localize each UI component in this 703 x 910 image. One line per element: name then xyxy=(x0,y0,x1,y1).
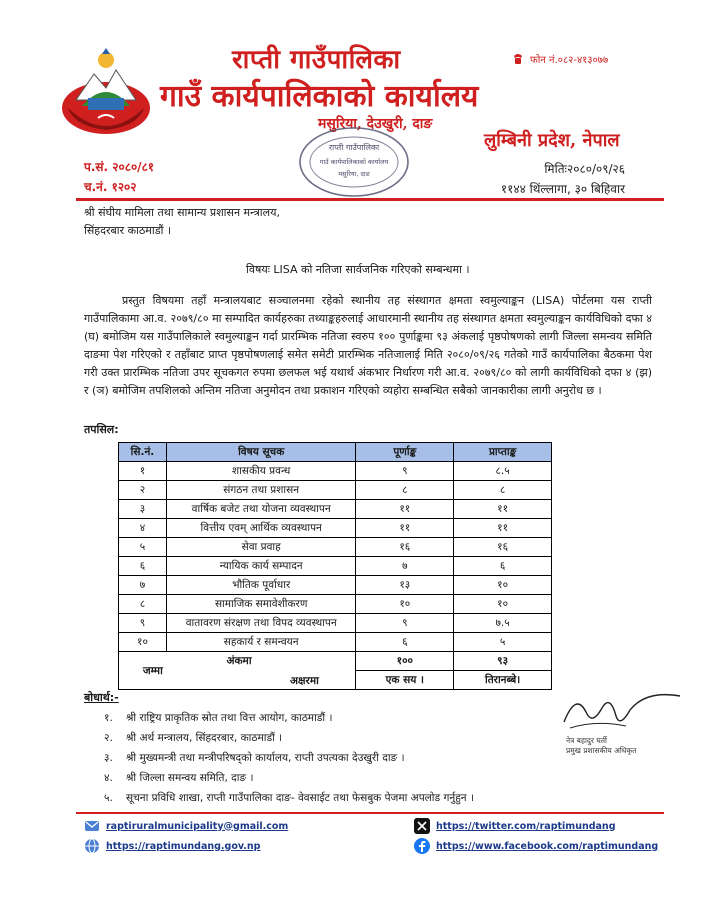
addressee-line-2: सिंहदरबार काठमाडौं । xyxy=(84,224,172,237)
total-words-label: अक्षरमा xyxy=(290,675,319,687)
cell-full-marks: ७ xyxy=(356,557,454,576)
cell-obtained-marks: ५ xyxy=(454,633,552,652)
table-row xyxy=(119,481,552,500)
cc-item-number: १. xyxy=(104,712,113,724)
footer-email-text: raptiruralmunicipality@gmail.com xyxy=(106,820,289,832)
cell-obtained-marks: ८.५ xyxy=(454,462,552,481)
header-full-marks: पूर्णाङ्क xyxy=(356,443,454,462)
table-row xyxy=(119,557,552,576)
table-row xyxy=(119,500,552,519)
cell-full-marks: ६ xyxy=(356,633,454,652)
cell-serial: ८ xyxy=(119,595,167,614)
total-obtained-marks: ९३ xyxy=(454,652,552,671)
total-obtained-words: तिरानब्बे। xyxy=(454,671,552,690)
cc-item-text: श्री मुख्यमन्त्री तथा मन्त्रीपरिषद्को कार्यालय, राप्ती उपत्यका देउखुरी दाङ । xyxy=(126,752,405,764)
cell-serial: ९ xyxy=(119,614,167,633)
svg-text:मसुरिया, दाङ: मसुरिया, दाङ xyxy=(338,170,370,178)
office-address: मसुरिया, देउखुरी, दाङ xyxy=(318,116,433,132)
email-icon xyxy=(84,818,100,834)
cc-list xyxy=(104,708,474,808)
cell-full-marks: ११ xyxy=(356,519,454,538)
globe-icon xyxy=(84,838,100,854)
cell-full-marks: १० xyxy=(356,595,454,614)
cc-item-number: ५. xyxy=(104,792,113,804)
province-name: लुम्बिनी प्रदेश, नेपाल xyxy=(484,130,620,151)
date-nepal-sambat: ११४४ थिंल्लागा, ३० बिहिवार xyxy=(500,182,625,196)
cell-full-marks: ८ xyxy=(356,481,454,500)
cell-serial: १० xyxy=(119,633,167,652)
cc-item-text: सूचना प्रविधि शाखा, राप्ती गाउँपालिका दाङ- वेवसाईट तथा फेसबुक पेजमा अपलोड गर्नुहुन । xyxy=(126,792,474,804)
cell-serial: ३ xyxy=(119,500,167,519)
header-divider xyxy=(76,198,664,201)
table-header-row xyxy=(119,443,552,462)
cell-obtained-marks: १० xyxy=(454,576,552,595)
cc-item xyxy=(104,748,474,768)
cell-obtained-marks: १० xyxy=(454,595,552,614)
cc-item-number: ४. xyxy=(104,772,113,784)
footer-twitter-text: https://twitter.com/raptimundang xyxy=(436,820,616,832)
signatory-block xyxy=(566,736,636,756)
total-label xyxy=(119,652,356,690)
cell-indicator: भौतिक पूर्वाधार xyxy=(166,576,356,595)
cell-indicator: सहकार्य र समन्वयन xyxy=(166,633,356,652)
cc-item-number: ३. xyxy=(104,752,113,764)
svg-text:राप्ती गाउँपालिका: राप्ती गाउँपालिका xyxy=(328,143,380,152)
cell-indicator: वित्तीय एवम् आर्थिक व्यवस्थापन xyxy=(166,519,356,538)
cc-item-text: श्री अर्थ मन्त्रालय, सिंहदरबार, काठमाडौं । xyxy=(126,732,283,744)
cell-indicator: वातावरण संरक्षण तथा विपद व्यवस्थापन xyxy=(166,614,356,633)
cell-serial: ६ xyxy=(119,557,167,576)
cell-indicator: सामाजिक समावेशीकरण xyxy=(166,595,356,614)
signatory-name: नेत्र बहादुर घर्ती xyxy=(566,736,607,745)
table-row xyxy=(119,614,552,633)
body-paragraph: प्रस्तुत विषयमा तहाँ मन्त्रालयबाट सञ्चालनमा रहेको स्थानीय तह संस्थागत क्षमता स्वमुल्याङ्कन (LISA) पोर्टलमा यस राप्ती गाउँपालिकामा आ.व. २०७९/८० मा सम्पादित कार्यहरुका तथ्याङ्कहरुलाई आधारमानी स्थानीय तह संस्थागत क्षमता स्वमुल्याङ्कन कार्यविधिको दफा ४ (घ) बमोजिम यस गाउँपालिकाले स्वमुल्याङ्कन गर्दा प्रारम्भिक नतिजा स्वरुप १०० पुर्णाङ्कमा ९३ अंकलाई पृष्ठपोषणको लागी जिल्ला समन्वय समिति दाङमा पेश गरिएको र तहाँबाट प्राप्त पृष्ठपोषणलाई समेत समेटी प्रारम्भिक नतिजालाई मिति २०८०/०९/२६ गतेको गाउँ कार्यपालिका बैठकमा पेश गरी उक्त प्रारम्भिक नतिजा उपर सूचकगत रुपमा छलफल भई यथार्थ अंकभार निर्धारण गरी आ.व. २०७९/८० को लागी कार्यविधिको दफा ४ (झ) र (ञ) बमोजिम तपशिलको अन्तिम नतिजा अनुमोदन तथा प्रकाशन गरिएको व्यहोरा सम्बन्धित सबैको जानकारीका लागी अनुरोध छ । xyxy=(84,294,652,397)
dispatch-number: च.नं. १२०२ xyxy=(84,180,137,194)
table-row xyxy=(119,595,552,614)
cell-obtained-marks: ६ xyxy=(454,557,552,576)
cell-serial: ४ xyxy=(119,519,167,538)
footer-email-link[interactable] xyxy=(84,818,288,834)
cell-serial: १ xyxy=(119,462,167,481)
signatory-title: प्रमुख प्रशासकीय अधिकृत xyxy=(566,746,637,755)
table-row xyxy=(119,462,552,481)
footer-facebook-text: https://www.facebook.com/raptimundang xyxy=(436,840,659,852)
cell-full-marks: ११ xyxy=(356,500,454,519)
cc-item xyxy=(104,708,474,728)
cell-indicator: संगठन तथा प्रशासन xyxy=(166,481,356,500)
cell-obtained-marks: १६ xyxy=(454,538,552,557)
footer-website-text: https://raptimundang.gov.np xyxy=(106,840,261,852)
footer-twitter-link[interactable] xyxy=(414,818,616,834)
phone-icon xyxy=(512,53,524,65)
x-twitter-icon xyxy=(414,818,430,834)
cc-item xyxy=(104,788,474,808)
cell-full-marks: १६ xyxy=(356,538,454,557)
cell-serial: ७ xyxy=(119,576,167,595)
total-full-marks: १०० xyxy=(356,652,454,671)
signature-image xyxy=(556,682,686,738)
cc-item-number: २. xyxy=(104,732,113,744)
office-seal-stamp xyxy=(296,124,412,200)
cc-item-text: श्री जिल्ला समन्वय समिति, दाङ । xyxy=(126,772,254,784)
cell-full-marks: ९ xyxy=(356,462,454,481)
header-serial: सि.नं. xyxy=(119,443,167,462)
cell-serial: २ xyxy=(119,481,167,500)
table-row xyxy=(119,538,552,557)
header-obtained-marks: प्राप्ताङ्क xyxy=(454,443,552,462)
total-full-words: एक सय । xyxy=(356,671,454,690)
footer-facebook-link[interactable] xyxy=(414,838,658,854)
total-label-text: जम्मा xyxy=(142,664,163,677)
cell-obtained-marks: ११ xyxy=(454,500,552,519)
cell-obtained-marks: ७.५ xyxy=(454,614,552,633)
office-name: राप्ती गाउँपालिका xyxy=(232,45,401,75)
cc-item xyxy=(104,768,474,788)
letter-subject: विषयः LISA को नतिजा सार्वजनिक गरिएको सम्बन्धमा । xyxy=(246,263,470,276)
cell-full-marks: ९ xyxy=(356,614,454,633)
details-label: तपसिल: xyxy=(84,423,119,436)
total-numeric-row xyxy=(119,652,552,671)
facebook-icon xyxy=(414,838,430,854)
phone-number: फोन नं.०८२-४१३०७७ xyxy=(530,55,609,66)
cell-obtained-marks: ८ xyxy=(454,481,552,500)
addressee-line-1: श्री संघीय मामिला तथा सामान्य प्रशासन मन्त्रालय, xyxy=(84,206,280,219)
cell-obtained-marks: ११ xyxy=(454,519,552,538)
cc-item xyxy=(104,728,474,748)
phone-contact xyxy=(512,52,608,66)
total-numeric-label: अंकमा xyxy=(226,654,252,667)
svg-text:गाउँ कार्यपालिकाको कार्यालय: गाउँ कार्यपालिकाको कार्यालय xyxy=(319,158,389,166)
cell-indicator: शासकीय प्रवन्ध xyxy=(166,462,356,481)
cell-indicator: सेवा प्रवाह xyxy=(166,538,356,557)
table-row xyxy=(119,576,552,595)
cell-full-marks: १३ xyxy=(356,576,454,595)
cell-serial: ५ xyxy=(119,538,167,557)
footer-website-link[interactable] xyxy=(84,838,260,854)
cell-indicator: न्यायिक कार्य सम्पादन xyxy=(166,557,356,576)
date-bs: मितिः२०८०/०९/२६ xyxy=(544,162,625,176)
fiscal-reference: प.सं. २०८०/८१ xyxy=(84,160,155,174)
table-row xyxy=(119,633,552,652)
table-row xyxy=(119,519,552,538)
cell-indicator: वार्षिक बजेट तथा योजना व्यवस्थापन xyxy=(166,500,356,519)
cc-item-text: श्री राष्ट्रिय प्राकृतिक स्रोत तथा वित्त आयोग, काठमाडौं । xyxy=(126,712,333,724)
office-executive-title: गाउँ कार्यपालिकाको कार्यालय xyxy=(160,79,479,114)
cc-title: बोधार्थ:- xyxy=(84,691,119,704)
footer-divider xyxy=(76,812,664,814)
header-indicator: विषय सूचक xyxy=(166,443,356,462)
nepal-emblem-icon xyxy=(58,48,154,136)
lisa-score-table xyxy=(118,442,552,690)
